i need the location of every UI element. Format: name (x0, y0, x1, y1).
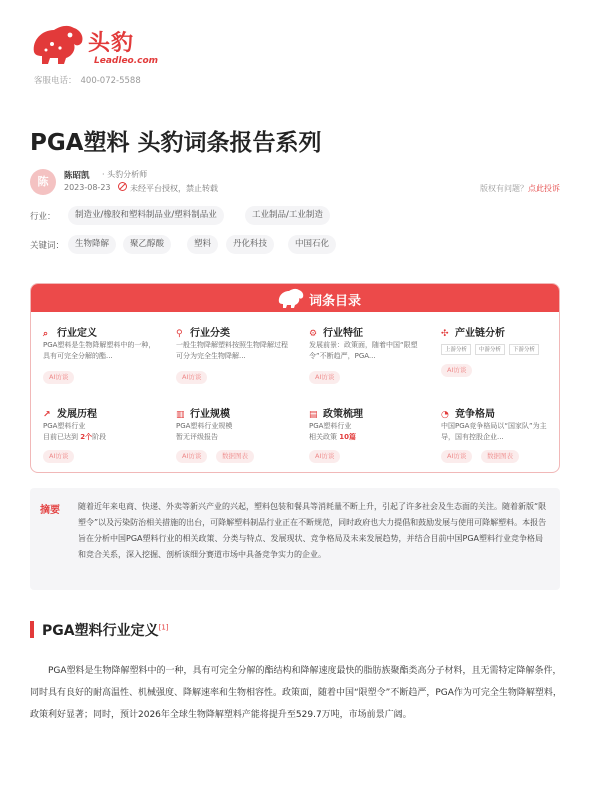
toc-item-title: 行业定义 (57, 328, 97, 339)
section-title-text: PGA塑料行业定义 (42, 623, 159, 639)
upstream-chip[interactable]: 上游分析 (441, 344, 471, 355)
abstract-label: 摘要 (40, 505, 60, 516)
toc-item-history[interactable] (43, 405, 171, 473)
complain-link[interactable]: 点此投诉 (528, 184, 560, 193)
page-title: PGA塑料 头豹词条报告系列 (30, 130, 322, 156)
stage-count: 2个 (80, 433, 93, 441)
ai-interview-button[interactable]: AI访谈 (309, 371, 340, 384)
toc-item-desc: PGA塑料是生物降解塑料中的一种，具有可完全分解的酯... (43, 341, 156, 360)
policy-count: 10篇 (339, 433, 356, 441)
top-edge (0, 0, 600, 3)
toc-item-classification[interactable] (176, 324, 304, 404)
toc-item-title: 竞争格局 (455, 409, 495, 420)
desc-text: PGA塑料行业 目前已达到 (43, 422, 86, 441)
industry-row (30, 206, 570, 226)
downstream-chip[interactable]: 下游分析 (509, 344, 539, 355)
toc-item-title: 行业分类 (190, 328, 230, 339)
author-info (30, 169, 570, 197)
leopard-icon (277, 287, 305, 309)
toc-item-policy[interactable] (309, 405, 437, 473)
magnifier-icon: ⌕ (43, 329, 49, 339)
toc-item-desc (309, 421, 427, 443)
abstract-text: 随着近年来电商、快递、外卖等新兴产业的兴起，塑料包装和餐具等消耗量不断上升，引起了许多社会及生态面的关注。随着新版“限塑令”以及污染防治相关措施的出台，可降解塑料制品行业正在不断规范，同时政府也大力提倡和鼓励发展与使用可降解塑料。本报告旨在分析中国PGA塑料行业的相关政策、分类与特点、发展现状、竞争格局及未来发展趋势，并结合目前中国PGA塑料行业竞争格局和竞合关系，深入挖掘、剖析该细分赛道市场中具备竞争实力的企业。 (78, 502, 547, 559)
keyword-label: 关键词： (30, 241, 65, 251)
ai-interview-button[interactable]: AI访谈 (441, 450, 472, 463)
complain-text: 版权有问题？ (480, 184, 528, 193)
toc-item-desc (43, 421, 161, 443)
toc-item-desc: 发展前景：政策面，随着中国“限塑令”不断趋严，PGA... (309, 341, 418, 360)
bar-chart-icon: ▥ (176, 410, 185, 420)
toc-header (31, 284, 559, 312)
toc-panel (30, 283, 560, 473)
hotline-label: 客服电话： (34, 76, 77, 86)
industry-label: 行业： (30, 212, 56, 222)
chain-icon: ✣ (441, 329, 449, 339)
keyword-tag[interactable]: 聚乙醇酸 (123, 235, 171, 254)
keyword-tag[interactable]: 生物降解 (68, 235, 116, 254)
pie-icon: ◔ (441, 410, 449, 420)
data-chart-button[interactable]: 数据图表 (481, 450, 519, 463)
publish-date: 2023-08-23 (64, 183, 111, 192)
ai-interview-button[interactable]: AI访谈 (43, 371, 74, 384)
toc-item-title: 行业规模 (190, 409, 230, 420)
toc-item-title: 产业链分析 (455, 328, 505, 339)
growth-icon: ↗ (43, 410, 51, 420)
section-title (42, 620, 169, 640)
keyword-tag[interactable]: 中国石化 (288, 235, 336, 254)
toc-item-desc: 中国PGA竞争格局以“国家队”为主导，国有控股企业... (441, 422, 547, 441)
toc-item-desc: 一般生物降解塑料按照生物降解过程可分为完全生物降解... (176, 341, 288, 360)
leadleo-logo[interactable] (30, 22, 159, 72)
toc-item-scale[interactable] (176, 405, 304, 473)
keyword-tag[interactable]: 丹化科技 (226, 235, 274, 254)
avatar[interactable]: 陈 (30, 169, 56, 195)
hotline-number: 400-072-5588 (80, 76, 141, 86)
data-chart-button[interactable]: 数据图表 (216, 450, 254, 463)
leopard-icon (30, 22, 86, 66)
brand-name: 头豹 (88, 31, 135, 56)
industry-tag[interactable]: 工业制品/工业制造 (245, 206, 330, 225)
ai-interview-button[interactable]: AI访谈 (43, 450, 74, 463)
toc-title: 词条目录 (309, 294, 362, 309)
industry-tag[interactable]: 制造业/橡胶和塑料制品业/塑料制品业 (68, 206, 224, 225)
hotline (34, 74, 141, 86)
prohibited-icon (118, 182, 127, 191)
ai-interview-button[interactable]: AI访谈 (441, 364, 472, 377)
brand-domain: Leadleo.com (94, 56, 159, 66)
section-marker (30, 621, 34, 638)
toc-item-definition[interactable] (43, 324, 171, 404)
ai-interview-button[interactable]: AI访谈 (176, 450, 207, 463)
desc-text: PGA塑料行业 相关政策 (309, 422, 352, 441)
toc-item-title: 行业特征 (323, 328, 363, 339)
gear-icon: ⚙ (309, 329, 318, 339)
section-body: PGA塑料是生物降解塑料中的一种，具有可完全分解的酯结构和降解速度最快的脂肪族聚酯类高分子材料，且无需特定降解条件，同时具有良好的耐高温性、机械强度、降解速率和生物相容性。政策面，随着中国“限塑令”不断趋严，PGA作为可完全生物降解塑料，政策利好显著；同时，预计2026年全球生物降解塑料产能将提升至529.7万吨，市场前景广阔。 (30, 666, 562, 720)
reference-link[interactable]: [1] (158, 623, 169, 632)
abstract-box (30, 488, 560, 590)
toc-item-title: 发展历程 (57, 409, 97, 420)
ai-interview-button[interactable]: AI访谈 (309, 450, 340, 463)
toc-item-competition[interactable] (441, 405, 560, 473)
policy-icon: ▤ (309, 410, 318, 420)
midstream-chip[interactable]: 中游分析 (475, 344, 505, 355)
complain-area (480, 183, 560, 194)
toc-item-chain[interactable] (441, 324, 560, 404)
ai-interview-button[interactable]: AI访谈 (176, 371, 207, 384)
toc-item-title: 政策梳理 (323, 409, 363, 420)
keyword-tag[interactable]: 塑料 (187, 235, 218, 254)
toc-item-features[interactable] (309, 324, 437, 404)
author-role: · 头豹分析师 (102, 170, 148, 179)
rights-notice: 未经平台授权，禁止转载 (130, 184, 218, 193)
keyword-row (30, 235, 570, 255)
toc-item-desc: PGA塑料行业规模 暂无评级报告 (176, 422, 233, 441)
desc-suffix: 阶段 (92, 433, 107, 441)
hierarchy-icon: ⚲ (176, 329, 183, 339)
author-name[interactable]: 陈昭凯 (64, 171, 90, 181)
